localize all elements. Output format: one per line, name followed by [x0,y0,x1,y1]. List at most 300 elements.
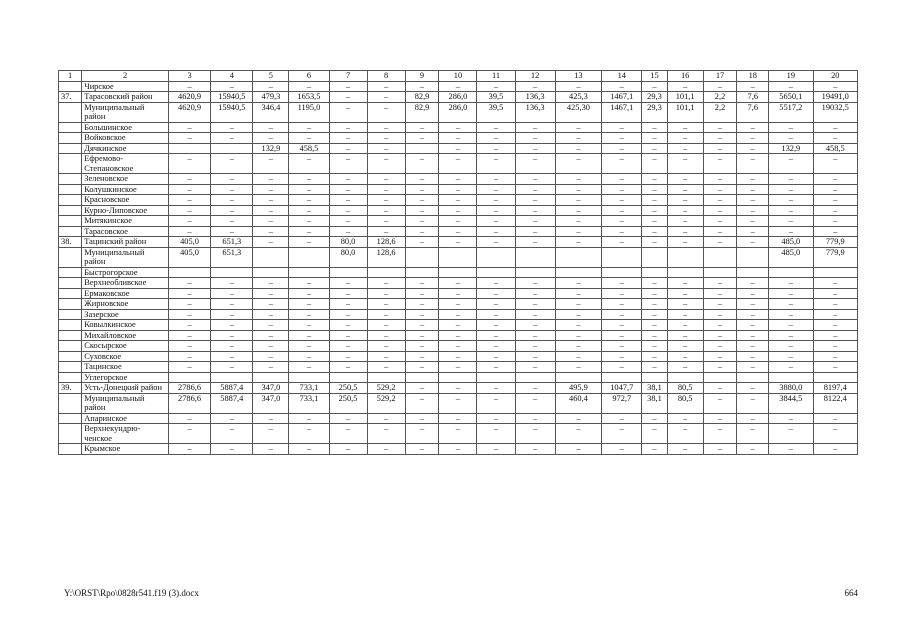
table-cell: – [367,320,405,331]
table-cell: 2,2 [703,102,737,122]
table-cell: 5887,4 [211,393,253,413]
table-cell: – [329,309,367,320]
table-cell: – [329,154,367,174]
table-cell: – [253,216,289,227]
table-cell: – [737,424,769,444]
table-cell: – [289,299,329,310]
table-cell [555,372,602,383]
table-cell: – [253,341,289,352]
table-cell: – [168,205,210,216]
table-cell: – [737,351,769,362]
table-cell: – [477,122,515,133]
table-cell: – [253,413,289,424]
table-cell: – [642,81,667,92]
row-name: Чирское [82,81,169,92]
table-row [59,247,858,267]
table-cell: – [439,143,477,154]
row-number [59,278,82,289]
table-cell: – [813,444,858,455]
table-cell: 136,3 [515,92,555,103]
table-cell: – [515,383,555,394]
row-name: Зазерское [82,309,169,320]
table-cell: – [667,205,703,216]
table-cell: – [253,205,289,216]
table-cell: – [477,226,515,237]
table-cell: – [667,154,703,174]
table-cell: – [289,288,329,299]
column-header: 20 [813,71,858,82]
table-cell: – [405,174,439,185]
table-cell: – [439,237,477,248]
table-cell: – [289,351,329,362]
table-cell: – [602,154,642,174]
table-cell: – [703,309,737,320]
table-cell: – [253,226,289,237]
table-cell [211,372,253,383]
table-cell: – [168,288,210,299]
table-cell: 286,0 [439,102,477,122]
table-cell: – [769,288,813,299]
table-cell: – [211,205,253,216]
table-cell [515,247,555,267]
table-cell: – [211,330,253,341]
table-row [59,226,858,237]
table-row [59,133,858,144]
table-cell: – [737,195,769,206]
table-cell: – [405,81,439,92]
row-number [59,226,82,237]
row-number [59,267,82,278]
table-cell: – [737,216,769,227]
table-cell: – [439,154,477,174]
table-row [59,288,858,299]
table-cell: – [515,184,555,195]
table-cell: – [737,226,769,237]
table-cell: – [367,299,405,310]
table-cell: – [667,362,703,373]
table-cell: – [477,195,515,206]
table-cell: – [367,174,405,185]
table-cell: 479,3 [253,92,289,103]
row-name: Войковское [82,133,169,144]
table-row [59,237,858,248]
table-cell: 4620,9 [168,92,210,103]
table-cell: – [168,154,210,174]
table-cell: – [477,424,515,444]
table-cell: – [515,278,555,289]
table-cell: – [405,278,439,289]
table-cell [642,372,667,383]
table-cell: – [642,351,667,362]
table-cell: – [168,413,210,424]
row-name: Муниципальный район [82,102,169,122]
table-cell: – [405,393,439,413]
table-cell: – [813,226,858,237]
table-cell: – [813,278,858,289]
row-name: Усть-Донецкий район [82,383,169,394]
table-cell: – [329,362,367,373]
table-cell: – [555,195,602,206]
table-cell: – [555,154,602,174]
table-cell: – [211,133,253,144]
table-cell: – [439,424,477,444]
table-cell: – [211,154,253,174]
table-cell: – [439,195,477,206]
table-cell: 651,3 [211,237,253,248]
table-cell: – [515,226,555,237]
table-cell: – [367,278,405,289]
table-cell: – [737,444,769,455]
table-cell: – [289,216,329,227]
table-cell: 29,3 [642,92,667,103]
table-cell: – [253,330,289,341]
table-cell: – [477,362,515,373]
table-cell: – [642,413,667,424]
row-number [59,122,82,133]
table-cell: 2786,6 [168,383,210,394]
table-cell: – [515,288,555,299]
table-cell: 250,5 [329,383,367,394]
table-cell: – [555,288,602,299]
table-cell: 80,0 [329,237,367,248]
table-cell: – [555,122,602,133]
table-cell: – [211,424,253,444]
table-cell: – [642,226,667,237]
table-cell: – [769,81,813,92]
row-number [59,216,82,227]
table-cell: – [813,216,858,227]
row-name: Апаринское [82,413,169,424]
table-cell: – [367,92,405,103]
table-cell: 82,9 [405,92,439,103]
table-cell: 250,5 [329,393,367,413]
column-header: 1 [59,71,82,82]
table-cell: – [737,205,769,216]
table-cell: – [813,299,858,310]
row-name: Ермаковское [82,288,169,299]
row-name: Муниципальный район [82,393,169,413]
table-cell: – [439,299,477,310]
table-cell: – [477,154,515,174]
table-cell [405,372,439,383]
table-cell: – [439,205,477,216]
table-cell: – [555,330,602,341]
table-cell: – [211,174,253,185]
table-cell: – [602,237,642,248]
table-cell: – [477,288,515,299]
table-cell [477,247,515,267]
table-cell: – [289,309,329,320]
table-cell: – [168,330,210,341]
table-cell: – [602,174,642,185]
table-row [59,102,858,122]
table-cell: – [555,362,602,373]
table-cell: 458,5 [813,143,858,154]
table-cell: – [405,237,439,248]
table-cell: – [211,299,253,310]
table-cell: – [289,330,329,341]
table-row [59,143,858,154]
table-cell: – [769,205,813,216]
table-cell: – [168,299,210,310]
table-cell: – [737,143,769,154]
table-cell [769,372,813,383]
table-cell: – [405,288,439,299]
table-row [59,341,858,352]
row-name: Колушкинское [82,184,169,195]
table-cell: – [439,444,477,455]
table-cell: – [367,362,405,373]
table-cell: – [642,278,667,289]
row-number [59,320,82,331]
table-cell: – [769,330,813,341]
table-cell: – [555,424,602,444]
table-cell: – [289,226,329,237]
row-number [59,309,82,320]
row-number [59,154,82,174]
table-row [59,372,858,383]
table-cell: – [515,174,555,185]
table-cell: – [602,143,642,154]
row-number [59,81,82,92]
row-name: Тарасовский район [82,92,169,103]
row-number: 37. [59,92,82,103]
table-cell: – [477,309,515,320]
table-cell: 286,0 [439,92,477,103]
table-cell: – [289,133,329,144]
table-cell: – [367,184,405,195]
table-cell: – [211,278,253,289]
table-cell: – [555,320,602,331]
table-cell: 101,1 [667,92,703,103]
table-cell: – [515,413,555,424]
table-cell: – [813,154,858,174]
row-number [59,288,82,299]
table-cell: – [515,154,555,174]
table-cell: – [769,299,813,310]
table-cell: – [168,320,210,331]
table-cell: – [367,330,405,341]
table-cell: – [477,81,515,92]
table-cell: – [813,288,858,299]
table-cell: – [602,309,642,320]
table-cell: – [515,351,555,362]
table-cell: 5887,4 [211,383,253,394]
table-cell: – [813,341,858,352]
table-cell: – [329,226,367,237]
table-cell: – [168,174,210,185]
table-cell: – [703,195,737,206]
table-cell: – [477,216,515,227]
table-cell: – [211,413,253,424]
table-cell: 80,0 [329,247,367,267]
table-cell: – [667,341,703,352]
table-cell: – [477,444,515,455]
table-cell: – [769,309,813,320]
table-cell: – [289,424,329,444]
table-cell: – [813,205,858,216]
table-cell [289,247,329,267]
table-cell: – [211,81,253,92]
table-cell: – [555,237,602,248]
table-cell: – [602,288,642,299]
table-cell: – [439,341,477,352]
table-cell: – [642,309,667,320]
table-cell: 1195,0 [289,102,329,122]
table-cell: – [813,122,858,133]
table-cell: 972,7 [602,393,642,413]
table-cell: – [769,362,813,373]
table-cell [367,267,405,278]
table-cell: – [211,341,253,352]
column-header: 14 [602,71,642,82]
table-cell: 733,1 [289,393,329,413]
table-cell: – [405,226,439,237]
table-cell: 3880,0 [769,383,813,394]
table-cell: – [703,226,737,237]
table-cell: – [515,444,555,455]
table-cell: – [405,205,439,216]
table-cell: – [168,309,210,320]
table-cell: – [289,362,329,373]
table-cell: 7,6 [737,102,769,122]
table-cell: – [168,122,210,133]
table-cell [602,372,642,383]
table-cell: – [667,309,703,320]
row-name: Тацинский район [82,237,169,248]
table-cell [769,267,813,278]
table-cell: – [642,184,667,195]
table-cell: – [555,184,602,195]
table-cell: – [555,226,602,237]
table-cell [168,372,210,383]
table-cell: – [405,216,439,227]
table-cell: – [253,351,289,362]
table-cell: – [642,424,667,444]
table-cell: – [515,133,555,144]
table-cell: – [642,330,667,341]
table-cell: – [642,154,667,174]
table-cell: – [667,413,703,424]
table-cell: – [737,413,769,424]
table-cell: – [329,351,367,362]
table-cell [439,247,477,267]
table-cell: – [813,362,858,373]
table-cell: – [602,278,642,289]
table-cell: – [737,330,769,341]
row-number [59,102,82,122]
table-cell: – [667,226,703,237]
table-cell: – [642,237,667,248]
table-cell: – [555,444,602,455]
table-cell: – [667,184,703,195]
table-row [59,278,858,289]
table-cell: – [515,81,555,92]
table-cell: – [667,216,703,227]
table-cell: – [405,330,439,341]
table-cell: – [769,195,813,206]
table-cell: – [439,122,477,133]
table-cell: – [555,413,602,424]
table-cell: – [253,424,289,444]
table-cell: 3844,5 [769,393,813,413]
table-cell: – [703,413,737,424]
table-cell: – [405,341,439,352]
table-cell: – [703,81,737,92]
column-header: 18 [737,71,769,82]
row-number [59,341,82,352]
table-cell: – [289,81,329,92]
table-cell: – [813,133,858,144]
table-cell: – [439,288,477,299]
table-cell: – [405,320,439,331]
table-cell: – [477,278,515,289]
row-name: Муниципальный район [82,247,169,267]
table-cell: – [168,424,210,444]
table-cell: – [367,205,405,216]
table-row [59,267,858,278]
table-cell: – [253,81,289,92]
table-cell: 1047,7 [602,383,642,394]
table-cell: – [602,444,642,455]
table-cell: – [367,195,405,206]
table-cell: – [329,174,367,185]
table-cell: – [405,362,439,373]
table-cell: – [703,278,737,289]
table-cell: – [289,341,329,352]
table-cell: 132,9 [253,143,289,154]
table-row [59,174,858,185]
row-name: Крымское [82,444,169,455]
table-cell: – [667,424,703,444]
table-cell: – [515,237,555,248]
table-cell: – [329,195,367,206]
table-cell [405,247,439,267]
row-number [59,424,82,444]
table-cell: – [515,122,555,133]
table-cell: 1653,5 [289,92,329,103]
row-name: Красновское [82,195,169,206]
table-cell: – [602,133,642,144]
table-cell: – [642,216,667,227]
table-row [59,299,858,310]
table-cell: – [405,299,439,310]
table-cell: – [253,154,289,174]
table-cell: 5517,2 [769,102,813,122]
row-name: Скосырское [82,341,169,352]
row-name: Большинское [82,122,169,133]
table-cell: 779,9 [813,237,858,248]
table-cell: – [769,184,813,195]
table-cell: – [329,205,367,216]
table-cell: 15940,5 [211,92,253,103]
table-cell: – [329,413,367,424]
table-cell: – [769,351,813,362]
table-cell: – [439,413,477,424]
table-cell: – [515,143,555,154]
table-cell: – [367,424,405,444]
table-cell: – [477,413,515,424]
table-cell: – [703,320,737,331]
table-cell: – [602,205,642,216]
table-cell: 529,2 [367,383,405,394]
table-cell: – [813,320,858,331]
table-cell: 19491,0 [813,92,858,103]
table-row [59,195,858,206]
table-cell: – [602,320,642,331]
table-cell: – [737,278,769,289]
row-number: 38. [59,237,82,248]
